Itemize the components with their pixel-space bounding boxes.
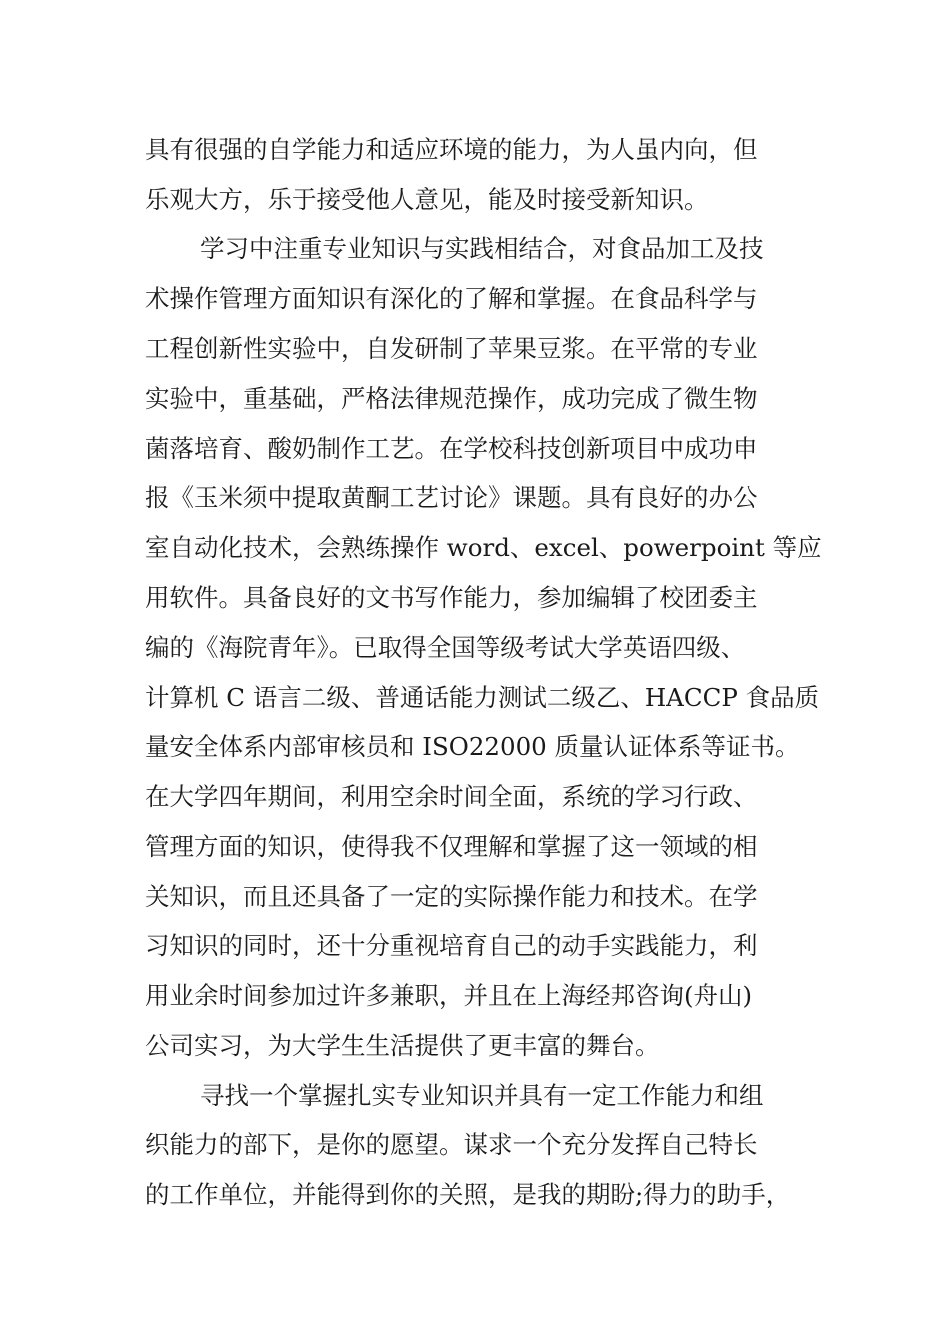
text-line: 习知识的同时，还十分重视培育自己的动手实践能力，利 [145, 931, 758, 960]
paragraph-first-line: 寻找一个掌握扎实专业知识并具有一定工作能力和组 [200, 1081, 764, 1110]
text-line: 关知识，而且还具备了一定的实际操作能力和技术。在学 [145, 882, 758, 911]
text-line: 计算机 C 语言二级、普通话能力测试二级乙、HACCP 食品质 [145, 683, 820, 712]
text-line: 用业余时间参加过许多兼职，并且在上海经邦咨询(舟山) [145, 981, 753, 1010]
text-line: 管理方面的知识，使得我不仅理解和掌握了这一领域的相 [145, 832, 758, 861]
text-line: 术操作管理方面知识有深化的了解和掌握。在食品科学与 [145, 284, 758, 313]
text-line: 用软件。具备良好的文书写作能力，参加编辑了校团委主 [145, 583, 758, 612]
text-line: 编的《海院青年》。已取得全国等级考试大学英语四级、 [145, 633, 746, 662]
text-line: 公司实习，为大学生生活提供了更丰富的舞台。 [145, 1031, 660, 1060]
text-line: 的工作单位，并能得到你的关照，是我的期盼;得力的助手， [145, 1180, 791, 1209]
text-line: 织能力的部下，是你的愿望。谋求一个充分发挥自己特长 [145, 1130, 758, 1159]
text-line: 乐观大方，乐于接受他人意见，能及时接受新知识。 [145, 185, 709, 214]
text-line: 报《玉米须中提取黄酮工艺讨论》课题。具有良好的办公 [145, 483, 758, 512]
text-line: 具有很强的自学能力和适应环境的能力，为人虽内向，但 [145, 135, 758, 164]
text-line: 工程创新性实验中，自发研制了苹果豆浆。在平常的专业 [145, 334, 758, 363]
paragraph-first-line: 学习中注重专业知识与实践相结合，对食品加工及技 [200, 234, 764, 263]
text-line: 量安全体系内部审核员和 ISO22000 质量认证体系等证书。 [145, 732, 800, 761]
text-line: 在大学四年期间，利用空余时间全面，系统的学习行政、 [145, 782, 758, 811]
text-line: 室自动化技术，会熟练操作 word、excel、powerpoint 等应 [145, 533, 822, 562]
text-line: 实验中，重基础，严格法律规范操作，成功完成了微生物 [145, 384, 758, 413]
text-line: 菌落培育、酸奶制作工艺。在学校科技创新项目中成功申 [145, 434, 758, 463]
